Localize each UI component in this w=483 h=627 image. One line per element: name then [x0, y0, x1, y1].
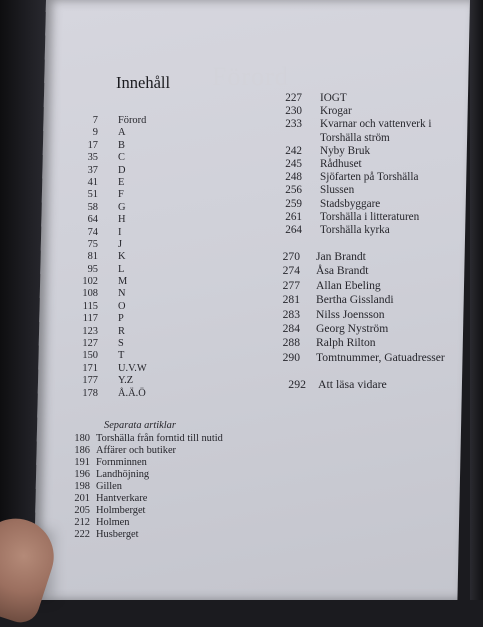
- toc-entry: [72, 350, 252, 362]
- page-number: 102: [82, 276, 98, 288]
- page-number: 108: [82, 288, 98, 300]
- page-number: 264: [285, 223, 302, 236]
- toc-entry: [276, 198, 476, 211]
- entry-label: Stadsbyggare: [320, 197, 381, 210]
- entry-label: Åsa Brandt: [316, 264, 369, 278]
- toc-entry: [276, 118, 476, 131]
- page-number: 127: [82, 338, 98, 350]
- page-number: 277: [282, 278, 300, 292]
- page-number: 222: [74, 529, 90, 540]
- toc-entry: [72, 375, 252, 387]
- page-number: 51: [87, 189, 98, 201]
- toc-entry: [72, 115, 252, 127]
- page-number: 230: [285, 105, 302, 118]
- page-number: 270: [282, 250, 300, 263]
- entry-label: Förord: [118, 115, 147, 126]
- toc-entry: [276, 158, 476, 171]
- page-number: 95: [87, 263, 98, 275]
- toc-entry: [64, 433, 264, 445]
- page-number: 233: [285, 118, 302, 131]
- page-number: 191: [74, 457, 90, 468]
- entry-label: Torshälla i litteraturen: [320, 210, 420, 223]
- entry-label: R: [118, 325, 125, 337]
- entry-label: Holmberget: [96, 505, 146, 516]
- page-number: 117: [82, 313, 98, 325]
- entry-label: F: [118, 189, 124, 201]
- toc-entry: [274, 250, 474, 264]
- toc-entry: [64, 481, 264, 493]
- toc-entry: [276, 211, 476, 224]
- entry-label: Sjöfarten på Torshälla: [320, 171, 419, 184]
- entry-label: L: [118, 263, 125, 275]
- page-number: 283: [282, 307, 300, 321]
- toc-entry: [72, 338, 252, 350]
- toc-entry: [72, 127, 252, 139]
- page-number: 37: [87, 164, 98, 176]
- page-number: 198: [74, 481, 90, 492]
- toc-entry: [274, 293, 474, 307]
- entry-label: Jan Brandt: [316, 250, 366, 263]
- toc-entry: [72, 227, 252, 239]
- entry-label: Allan Ebeling: [316, 278, 381, 292]
- toc-entry: [64, 457, 264, 469]
- toc-entry: [72, 264, 252, 276]
- toc-entry: [274, 351, 474, 365]
- page-number: 245: [285, 157, 302, 170]
- entry-label: Torshälla ström: [320, 131, 390, 144]
- toc-entry: [72, 202, 252, 214]
- page-number: 201: [74, 493, 90, 504]
- page-number: 75: [87, 238, 98, 250]
- page-number: 41: [87, 176, 98, 188]
- entry-label: Ralph Rilton: [316, 336, 376, 350]
- page-number: 292: [288, 377, 306, 391]
- entry-label: Holmen: [96, 517, 130, 528]
- toc-entry: [276, 132, 476, 145]
- page-number: 150: [82, 350, 98, 362]
- toc-topics-column: [276, 92, 476, 237]
- toc-entry: [72, 301, 252, 313]
- page-number: 115: [82, 300, 98, 312]
- entry-label: C: [118, 152, 125, 164]
- entry-label: Husberget: [96, 529, 139, 540]
- toc-entry: [72, 214, 252, 226]
- page-number: 9: [92, 127, 98, 139]
- entry-label: U.V.W: [118, 362, 147, 374]
- entry-label: Affärer och butiker: [96, 445, 177, 456]
- entry-label: D: [118, 164, 126, 176]
- page-number: 177: [82, 375, 98, 387]
- entry-label: A: [118, 127, 126, 139]
- entry-label: Gillen: [96, 481, 122, 492]
- entry-label: Nilss Joensson: [316, 307, 385, 321]
- entry-label: Torshälla från forntid till nutid: [96, 433, 223, 444]
- page-number: 290: [282, 350, 300, 364]
- toc-entry: [276, 92, 476, 105]
- entry-label: S: [118, 338, 124, 350]
- toc-entry: [72, 140, 252, 152]
- page-number: 64: [87, 214, 98, 226]
- entry-label: E: [118, 176, 125, 188]
- toc-entry: [276, 145, 476, 158]
- toc-entry: [274, 336, 474, 350]
- toc-entry: [276, 171, 476, 184]
- toc-entry: [64, 445, 264, 457]
- page-number: 171: [82, 362, 98, 374]
- page-title: Innehåll: [116, 73, 171, 92]
- page-number: 284: [282, 321, 300, 335]
- toc-entry: [274, 322, 474, 336]
- page-number: 74: [87, 226, 98, 238]
- page-number: 227: [285, 92, 302, 104]
- page-number: 256: [285, 184, 302, 197]
- page-number: 248: [285, 171, 302, 184]
- toc-entry: [72, 276, 252, 288]
- toc-entry: [72, 288, 252, 300]
- page-number: 35: [87, 152, 98, 164]
- entry-label: Landhöjning: [96, 469, 150, 480]
- toc-entry: [64, 469, 264, 481]
- entry-label: M: [118, 276, 128, 288]
- toc-entry: [64, 517, 264, 529]
- toc-separate-column: [64, 433, 264, 541]
- entry-label: Nyby Bruk: [320, 144, 371, 157]
- toc-entry: [72, 189, 252, 201]
- page-number: 274: [282, 264, 300, 278]
- entry-label: Krogar: [320, 105, 352, 118]
- page-number: 259: [285, 197, 302, 210]
- toc-entry: [64, 493, 264, 505]
- entry-label: Å.Ä.Ö: [118, 387, 146, 399]
- toc-entry: [274, 308, 474, 322]
- toc-entry: [64, 529, 264, 541]
- toc-entry: [72, 152, 252, 164]
- toc-entry: [276, 105, 476, 118]
- page-number: 7: [92, 115, 98, 126]
- toc-entry: [276, 184, 476, 197]
- page-number: 81: [87, 251, 98, 263]
- page-number: 288: [282, 336, 300, 350]
- entry-label: T: [118, 350, 125, 362]
- page-number: 180: [74, 433, 90, 444]
- page-number: 186: [74, 445, 90, 456]
- show-through-text: Förord: [212, 62, 289, 91]
- toc-entry-further-reading: [276, 377, 387, 392]
- entry-label: Torshälla kyrka: [320, 223, 390, 236]
- toc-entry: [72, 165, 252, 177]
- toc-entry: [274, 279, 474, 293]
- page-number: 178: [82, 387, 98, 399]
- page-number: 242: [285, 144, 302, 157]
- page-number: 281: [282, 293, 300, 307]
- entry-label: O: [118, 300, 126, 312]
- entry-label: Rådhuset: [320, 157, 362, 170]
- toc-letters-column: [72, 115, 252, 400]
- toc-entry: [72, 388, 252, 400]
- section-heading: Separata artiklar: [104, 420, 176, 431]
- page-number: 212: [74, 517, 90, 528]
- entry-label: Fornminnen: [96, 457, 147, 468]
- entry-label: IOGT: [320, 92, 347, 104]
- entry-label: J: [118, 238, 123, 250]
- entry-label: B: [118, 139, 125, 151]
- entry-label: Tomtnummer, Gatuadresser: [316, 350, 445, 364]
- entry-label: Slussen: [320, 184, 355, 197]
- entry-label: Att läsa vidare: [318, 377, 387, 391]
- toc-people-column: [274, 250, 474, 365]
- entry-label: Kvarnar och vattenverk i: [320, 118, 432, 131]
- toc-entry: [72, 313, 252, 325]
- entry-label: G: [118, 201, 126, 213]
- page-number: 261: [285, 210, 302, 223]
- toc-entry: [72, 177, 252, 189]
- page-number: 58: [87, 201, 98, 213]
- toc-entry: [64, 505, 264, 517]
- toc-entry: [72, 251, 252, 263]
- entry-label: Georg Nyström: [316, 321, 389, 335]
- page-number: 196: [74, 469, 90, 480]
- toc-entry: [72, 239, 252, 251]
- page-number: 123: [82, 325, 98, 337]
- toc-entry: [276, 224, 476, 237]
- toc-entry: [274, 264, 474, 278]
- entry-label: H: [118, 214, 126, 226]
- toc-entry: [72, 326, 252, 338]
- entry-label: P: [118, 313, 124, 325]
- entry-label: I: [118, 226, 122, 238]
- entry-label: Bertha Gisslandi: [316, 293, 394, 307]
- entry-label: Hantverkare: [96, 493, 148, 504]
- page-number: 17: [87, 139, 98, 151]
- entry-label: Y.Z: [118, 375, 134, 387]
- toc-entry: [72, 363, 252, 375]
- page-number: 205: [74, 505, 90, 516]
- entry-label: N: [118, 288, 126, 300]
- entry-label: K: [118, 251, 126, 263]
